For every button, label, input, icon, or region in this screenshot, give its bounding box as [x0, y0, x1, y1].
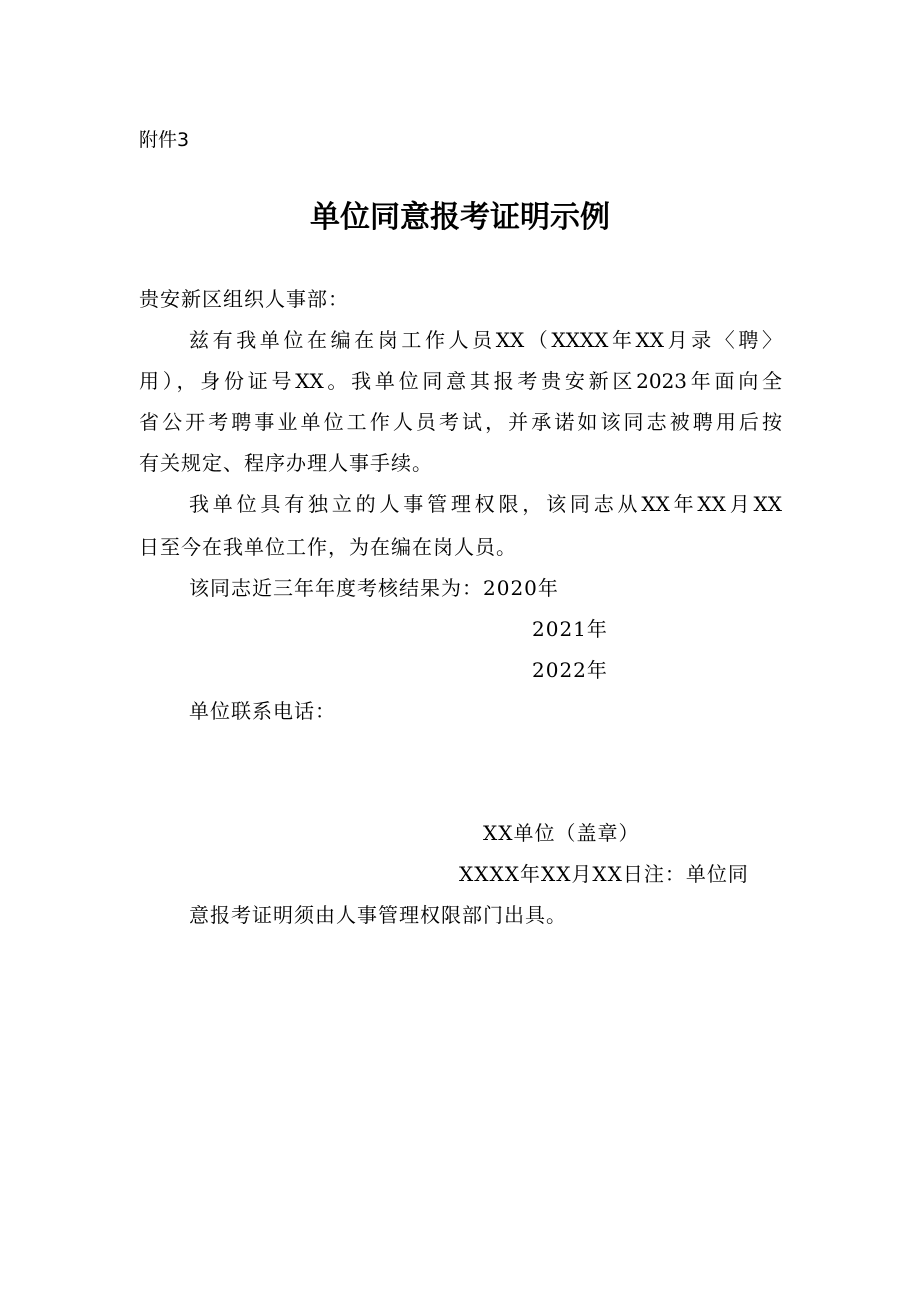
assessment-intro: 该同志近三年年度考核结果为：2020年: [189, 576, 559, 600]
unit-seal-line: XX单位（盖章）: [483, 821, 640, 845]
para1-line3: 省公开考聘事业单位工作人员考试，并承诺如该同志被聘用后按: [139, 410, 782, 434]
para2-line1: 我单位具有独立的人事管理权限，该同志从XX年XX月XX: [189, 492, 782, 516]
date-note-line: XXXX年XX月XX日注：单位同: [459, 862, 749, 886]
contact-phone-label: 单位联系电话：: [189, 699, 336, 723]
attachment-label: 附件3: [139, 129, 190, 151]
assessment-2022: 2022年: [532, 658, 608, 682]
note-continued-line: 意报考证明须由人事管理权限部门出具。: [189, 903, 567, 927]
assessment-2021: 2021年: [532, 617, 608, 641]
para2-line2: 日至今在我单位工作，为在编在岗人员。: [139, 535, 517, 559]
para1-line2: 用），身份证号XX。我单位同意其报考贵安新区2023年面向全: [139, 369, 782, 393]
document-title: 单位同意报考证明示例: [310, 200, 610, 235]
salutation: 贵安新区组织人事部：: [139, 287, 349, 311]
para1-line4: 有关规定、程序办理人事手续。: [139, 451, 433, 475]
para1-line1: 兹有我单位在编在岗工作人员XX（XXXX年XX月录〈聘〉: [189, 328, 782, 352]
